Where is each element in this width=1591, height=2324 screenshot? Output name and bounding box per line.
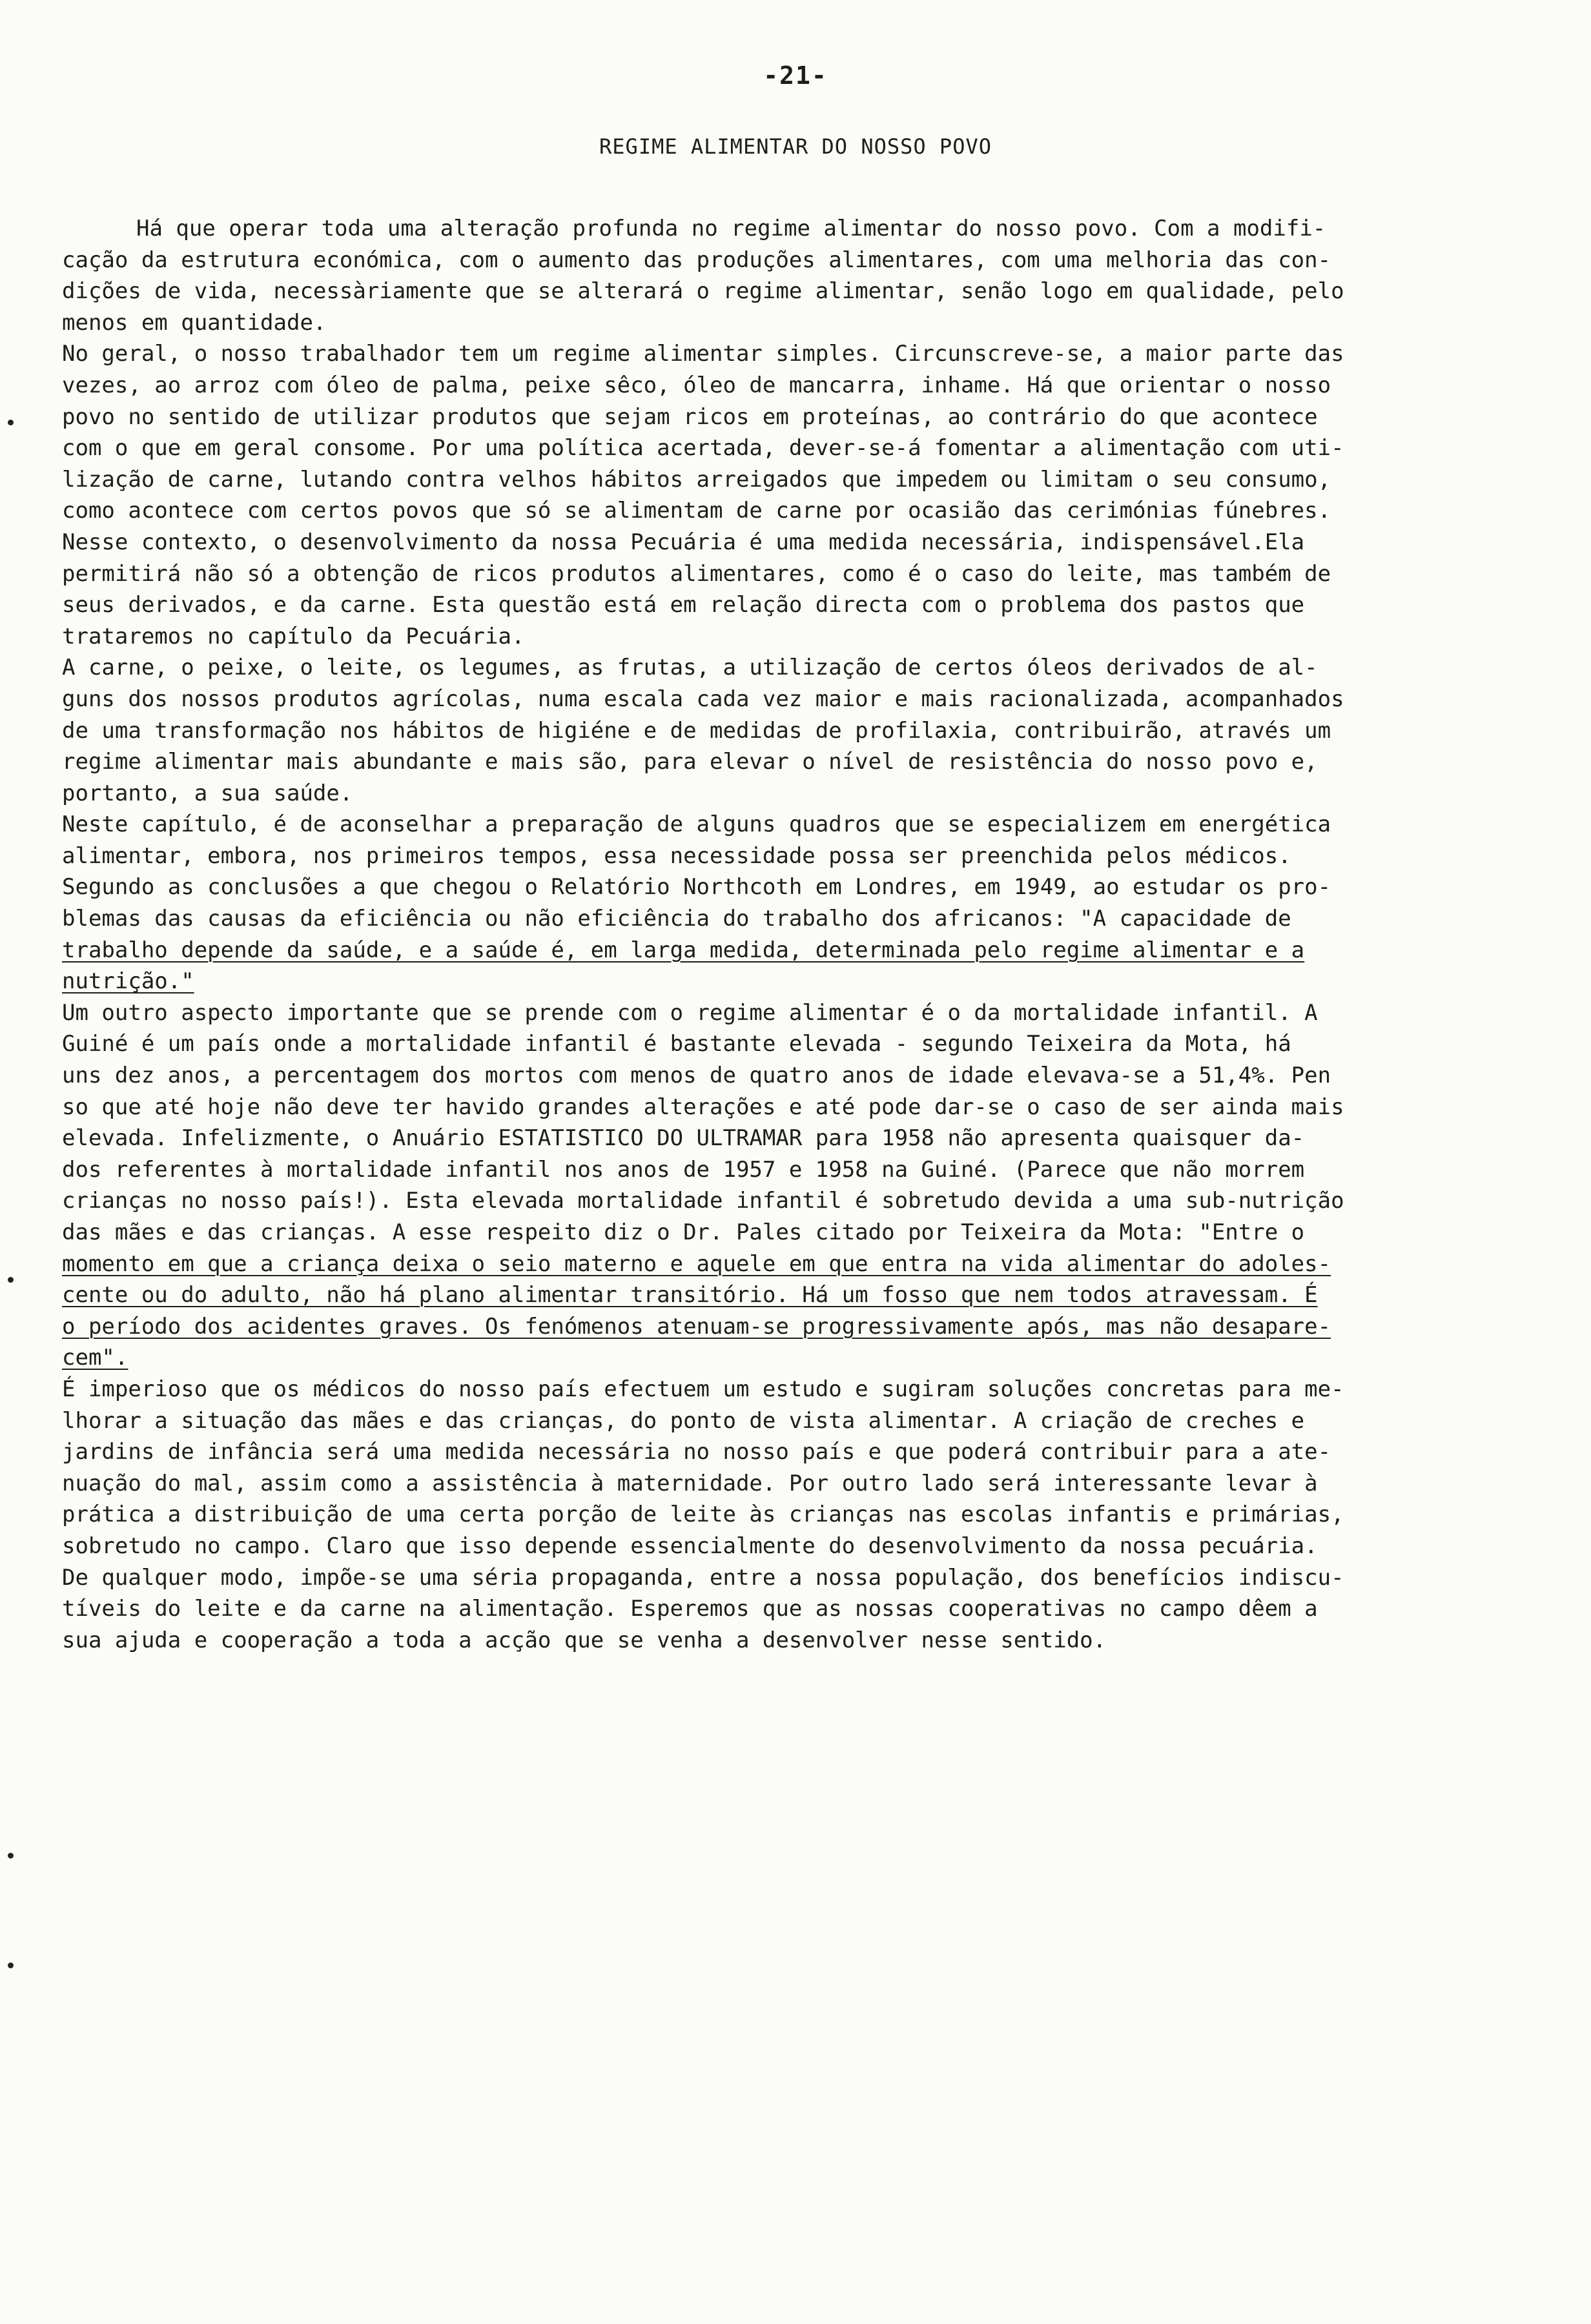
text-line: com o que em geral consome. Por uma política acertada, dever-se-á fomentar a alimentação com uti- xyxy=(62,435,1344,462)
text-line: dições de vida, necessàriamente que se alterará o regime alimentar, senão logo em qualidade, pelo xyxy=(62,278,1344,305)
article-body xyxy=(62,213,1547,1656)
underlined-quote: o período dos acidentes graves. Os fenómenos atenuam-se progressivamente após, mas não desapare- xyxy=(62,1313,1331,1340)
text-line: uns dez anos, a percentagem dos mortos com menos de quatro anos de idade elevava-se a 51,4%. Pen xyxy=(62,1063,1331,1089)
text-line: menos em quantidade. xyxy=(62,309,327,336)
text-line: povo no sentido de utilizar produtos que sejam ricos em proteínas, ao contrário do que acontece xyxy=(62,403,1318,430)
text-line: lhorar a situação das mães e das crianças, do ponto de vista alimentar. A criação de creches e xyxy=(62,1407,1305,1434)
text-line xyxy=(62,1279,1547,1311)
text-line: tíveis do leite e da carne na alimentação. Esperemos que as nossas cooperativas no campo dêem a xyxy=(62,1596,1318,1622)
underlined-quote: momento em que a criança deixa o seio materno e aquele em que entra na vida alimentar do adoles- xyxy=(62,1250,1331,1277)
text-line: Há que operar toda uma alteração profunda no regime alimentar do nosso povo. Com a modifi- xyxy=(136,216,1326,241)
text-line: Guiné é um país onde a mortalidade infantil é bastante elevada - segundo Teixeira da Mota, há xyxy=(62,1031,1291,1057)
text-line: de uma transformação nos hábitos de higiéne e de medidas de profilaxia, contribuirão, através um xyxy=(62,717,1331,744)
text-line: guns dos nossos produtos agrícolas, numa escala cada vez maior e mais racionalizada, acompanhados xyxy=(62,686,1344,712)
text-line xyxy=(62,1249,1547,1280)
margin-mark xyxy=(8,1277,14,1283)
text-line: Nesse contexto, o desenvolvimento da nossa Pecuária é uma medida necessária, indispensável.Ela xyxy=(62,529,1305,555)
text-line: É imperioso que os médicos do nosso país efectuem um estudo e sugiram soluções concretas para me- xyxy=(62,1376,1344,1402)
text-line xyxy=(62,935,1547,966)
text-line: alimentar, embora, nos primeiros tempos, essa necessidade possa ser preenchida pelos médicos. xyxy=(62,842,1291,869)
text-line xyxy=(62,1311,1547,1343)
page-title: REGIME ALIMENTAR DO NOSSO POVO xyxy=(599,134,992,159)
underlined-quote: cem". xyxy=(62,1345,128,1371)
text-line: sua ajuda e cooperação a toda a acção que se venha a desenvolver nesse sentido. xyxy=(62,1627,1107,1653)
text-line: crianças no nosso país!). Esta elevada mortalidade infantil é sobretudo devida a uma sub-nutrição xyxy=(62,1188,1344,1214)
text-line: portanto, a sua saúde. xyxy=(62,780,353,806)
text-line: seus derivados, e da carne. Esta questão está em relação directa com o problema dos pastos que xyxy=(62,592,1305,618)
text-line: regime alimentar mais abundante e mais são, para elevar o nível de resistência do nosso povo e, xyxy=(62,749,1318,775)
text-line: dos referentes à mortalidade infantil nos anos de 1957 e 1958 na Guiné. (Parece que não morrem xyxy=(62,1156,1305,1183)
text-line: nuação do mal, assim como a assistência à maternidade. Por outro lado será interessante levar à xyxy=(62,1470,1318,1496)
text-line: trataremos no capítulo da Pecuária. xyxy=(62,623,525,649)
text-line: blemas das causas da eficiência ou não eficiência do trabalho dos africanos: "A capacidade de xyxy=(62,906,1291,932)
underlined-quote: cente ou do adulto, não há plano alimentar transitório. Há um fosso que nem todos atravessam. É xyxy=(62,1282,1318,1309)
text-line xyxy=(62,966,1547,997)
underlined-quote: nutrição." xyxy=(62,968,194,995)
margin-mark xyxy=(8,1962,14,1968)
text-line: A carne, o peixe, o leite, os legumes, as frutas, a utilização de certos óleos derivados de al- xyxy=(62,655,1318,681)
text-line: De qualquer modo, impõe-se uma séria propaganda, entre a nossa população, dos benefícios indiscu- xyxy=(62,1564,1344,1591)
margin-mark xyxy=(8,1853,14,1859)
text-line: prática a distribuição de uma certa porção de leite às crianças nas escolas infantis e primárias, xyxy=(62,1502,1344,1528)
text-line: Segundo as conclusões a que chegou o Relatório Northcoth em Londres, em 1949, ao estudar os pro- xyxy=(62,874,1331,901)
text-line: vezes, ao arroz com óleo de palma, peixe sêco, óleo de mancarra, inhame. Há que orientar o nosso xyxy=(62,372,1331,398)
text-line xyxy=(62,1342,1547,1374)
text-line: permitirá não só a obtenção de ricos produtos alimentares, como é o caso do leite, mas também de xyxy=(62,560,1331,587)
text-line: lização de carne, lutando contra velhos hábitos arreigados que impedem ou limitam o seu consumo, xyxy=(62,466,1331,493)
text-line: como acontece com certos povos que só se alimentam de carne por ocasião das cerimónias fúnebres. xyxy=(62,498,1331,524)
underlined-quote: trabalho depende da saúde, e a saúde é, em larga medida, determinada pelo regime alimentar e a xyxy=(62,937,1305,963)
text-line: Um outro aspecto importante que se prende com o regime alimentar é o da mortalidade infantil. A xyxy=(62,999,1318,1026)
text-line: so que até hoje não deve ter havido grandes alterações e até pode dar-se o caso de ser ainda mais xyxy=(62,1094,1344,1120)
text-line: Neste capítulo, é de aconselhar a preparação de alguns quadros que se especializem em energética xyxy=(62,811,1331,838)
text-line: das mães e das crianças. A esse respeito diz o Dr. Pales citado por Teixeira da Mota: "Entre o xyxy=(62,1219,1305,1245)
text-line: cação da estrutura económica, com o aumento das produções alimentares, com uma melhoria das con- xyxy=(62,247,1331,273)
margin-mark xyxy=(8,420,14,425)
text-line: No geral, o nosso trabalhador tem um regime alimentar simples. Circunscreve-se, a maior parte das xyxy=(62,341,1344,367)
text-line: jardins de infância será uma medida necessária no nosso país e que poderá contribuir para a ate- xyxy=(62,1439,1331,1465)
page-number: -21- xyxy=(763,61,828,90)
text-line: sobretudo no campo. Claro que isso depende essencialmente do desenvolvimento da nossa pecuária. xyxy=(62,1533,1318,1559)
text-line: elevada. Infelizmente, o Anuário ESTATISTICO DO ULTRAMAR para 1958 não apresenta quaisquer da- xyxy=(62,1125,1305,1152)
